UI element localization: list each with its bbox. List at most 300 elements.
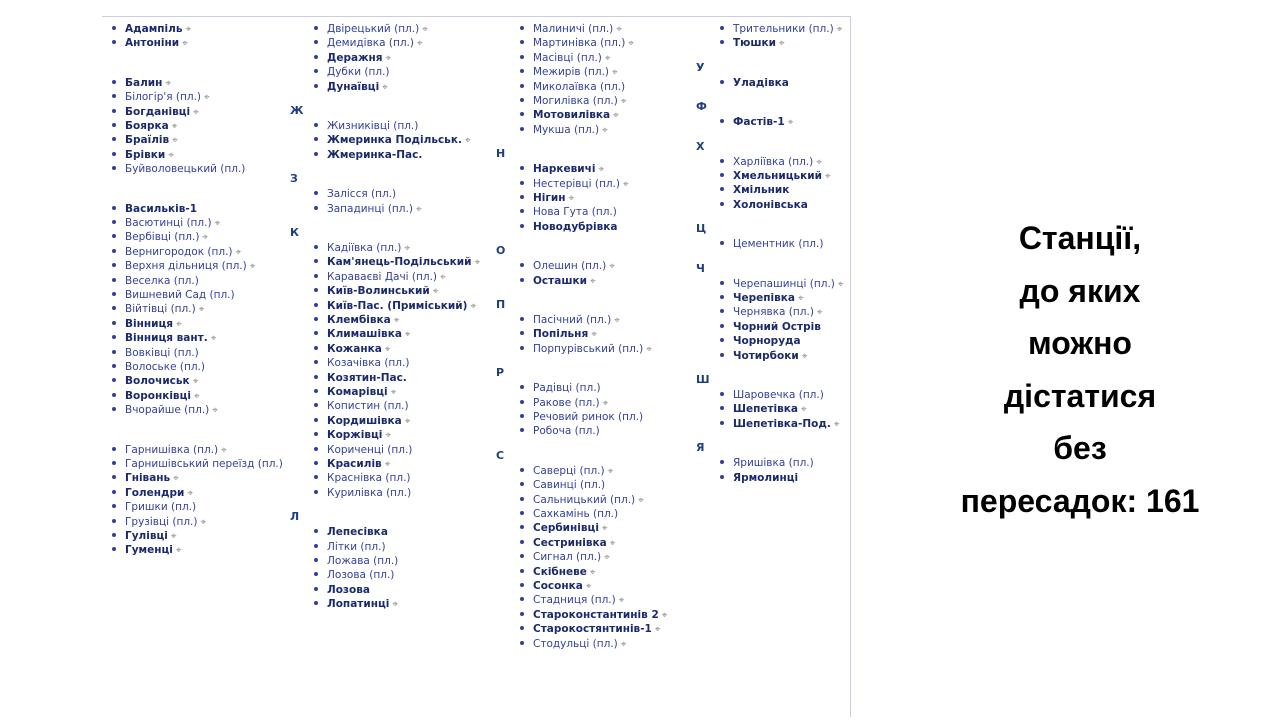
station-link[interactable]	[520, 65, 618, 80]
station-link[interactable]	[112, 543, 182, 558]
station-link[interactable]	[112, 346, 199, 360]
bullet-icon	[314, 55, 318, 59]
bullet-icon	[314, 245, 318, 249]
bullet-icon	[314, 331, 318, 335]
station-link[interactable]	[314, 356, 409, 370]
station-link[interactable]	[112, 133, 178, 148]
station-link[interactable]	[112, 457, 283, 471]
station-link[interactable]	[520, 507, 618, 521]
station-name: Ракове (пл.)	[533, 396, 600, 409]
bullet-icon	[520, 641, 524, 645]
station-link[interactable]	[520, 94, 627, 109]
crosshair-icon[interactable]: ⌖	[825, 171, 831, 182]
crosshair-icon[interactable]: ⌖	[628, 38, 634, 50]
crosshair-icon[interactable]: ⌖	[797, 293, 804, 304]
bullet-icon	[112, 109, 116, 113]
bullet-icon	[720, 241, 724, 245]
bullet-icon	[720, 40, 724, 44]
crosshair-icon[interactable]: ⌖	[604, 52, 611, 64]
bullet-icon	[112, 335, 116, 339]
crosshair-icon[interactable]: ⌖	[170, 531, 177, 542]
crosshair-icon[interactable]: ⌖	[613, 110, 619, 122]
station-name: Київ-Пас. (Приміський)	[327, 299, 468, 312]
crosshair-icon[interactable]: ⌖	[609, 537, 616, 549]
station-link[interactable]	[112, 288, 235, 302]
crosshair-icon[interactable]: ⌖	[585, 581, 592, 592]
crosshair-icon[interactable]: ⌖	[622, 178, 629, 190]
station-name: Климашівка	[327, 328, 402, 341]
bullet-icon	[112, 206, 116, 210]
station-link[interactable]	[520, 108, 619, 123]
crosshair-icon[interactable]: ⌖	[385, 52, 392, 64]
station-link[interactable]	[112, 119, 177, 134]
station-link[interactable]	[520, 177, 629, 192]
station-link[interactable]	[112, 500, 196, 514]
station-link[interactable]	[520, 327, 597, 342]
bullet-icon	[520, 317, 524, 321]
station-link[interactable]	[520, 493, 644, 508]
station-name: Цементник (пл.)	[733, 238, 824, 251]
crosshair-icon[interactable]: ⌖	[474, 257, 481, 269]
station-name: Літки (пл.)	[327, 540, 386, 553]
station-link[interactable]	[520, 259, 615, 274]
crosshair-icon[interactable]: ⌖	[661, 609, 668, 621]
crosshair-icon[interactable]: ⌖	[175, 545, 182, 557]
station-name: Кориченці (пл.)	[327, 443, 413, 456]
bullet-icon	[520, 414, 524, 418]
crosshair-icon[interactable]: ⌖	[404, 329, 411, 341]
station-link[interactable]	[112, 471, 179, 486]
station-link[interactable]	[720, 456, 814, 470]
station-link[interactable]	[520, 205, 617, 219]
station-link[interactable]	[314, 65, 390, 79]
station-link[interactable]	[720, 388, 824, 402]
crosshair-icon[interactable]: ⌖	[422, 24, 428, 35]
station-name: Яришівка (пл.)	[733, 457, 814, 470]
crosshair-icon[interactable]: ⌖	[607, 465, 614, 477]
station-name: Лепесівка	[327, 526, 388, 539]
station-link[interactable]	[112, 230, 208, 245]
crosshair-icon[interactable]: ⌖	[440, 271, 446, 283]
bullet-icon	[314, 529, 318, 533]
station-link[interactable]	[720, 237, 823, 251]
station-name: Сербинівці	[533, 522, 599, 535]
station-link[interactable]	[314, 36, 423, 51]
bullet-icon	[112, 40, 116, 44]
crosshair-icon[interactable]: ⌖	[384, 459, 391, 470]
bullet-icon	[520, 209, 524, 213]
crosshair-icon[interactable]: ⌖	[390, 387, 397, 398]
station-name: Васютинці (пл.)	[125, 217, 212, 229]
crosshair-icon[interactable]: ⌖	[185, 24, 192, 35]
station-link[interactable]	[314, 255, 480, 270]
station-link[interactable]	[314, 583, 370, 597]
station-name: Речовий ринок (пл.)	[533, 411, 644, 423]
station-link[interactable]	[112, 360, 205, 374]
station-name: Сальницький (пл.)	[533, 493, 636, 506]
station-name: Київ-Волинський	[327, 285, 430, 298]
station-link[interactable]	[314, 443, 412, 457]
bullet-icon	[520, 626, 524, 630]
bullet-icon	[112, 533, 116, 537]
station-link[interactable]	[520, 608, 667, 623]
station-link[interactable]	[720, 291, 804, 306]
bullet-icon	[112, 94, 116, 98]
bullet-icon	[720, 159, 724, 163]
station-link[interactable]	[112, 529, 177, 544]
station-link[interactable]	[314, 327, 411, 342]
crosshair-icon[interactable]: ⌖	[618, 595, 625, 607]
station-name: Воронківці	[125, 389, 191, 402]
station-link[interactable]	[112, 216, 220, 231]
station-link[interactable]	[112, 389, 200, 404]
crosshair-icon[interactable]: ⌖	[221, 444, 227, 456]
station-link[interactable]	[112, 403, 218, 418]
bullet-icon	[314, 360, 318, 364]
bullet-icon	[720, 119, 724, 123]
station-name: Копистин (пл.)	[327, 400, 409, 413]
station-link[interactable]	[314, 284, 438, 299]
station-link[interactable]	[314, 568, 394, 582]
station-name: Білогір'я (пл.)	[125, 91, 202, 104]
station-link[interactable]	[520, 381, 601, 395]
station-link[interactable]	[112, 259, 255, 274]
crosshair-icon[interactable]: ⌖	[182, 38, 188, 50]
crosshair-icon[interactable]: ⌖	[833, 418, 840, 430]
station-link[interactable]	[314, 119, 418, 133]
crosshair-icon[interactable]: ⌖	[470, 300, 477, 312]
station-name: Хмельницький	[733, 170, 823, 182]
station-link[interactable]	[720, 402, 807, 417]
station-link[interactable]	[314, 457, 390, 472]
crosshair-icon[interactable]: ⌖	[602, 397, 609, 409]
caption-line: можно	[1028, 325, 1132, 361]
station-name: Черепівка	[733, 292, 795, 304]
crosshair-icon[interactable]: ⌖	[382, 81, 388, 93]
crosshair-icon[interactable]: ⌖	[165, 77, 172, 89]
station-link[interactable]	[520, 410, 643, 424]
station-link[interactable]	[112, 105, 199, 120]
station-name: Сигнал (пл.)	[533, 551, 602, 564]
station-link[interactable]	[112, 36, 188, 51]
bullet-icon	[314, 288, 318, 292]
station-link[interactable]	[520, 123, 608, 138]
station-link[interactable]	[112, 76, 171, 91]
crosshair-icon[interactable]: ⌖	[198, 304, 205, 316]
crosshair-icon[interactable]: ⌖	[210, 333, 217, 345]
station-name: Чернявка (пл.)	[733, 306, 814, 319]
station-link[interactable]	[520, 80, 625, 94]
station-link[interactable]	[720, 183, 789, 197]
station-name: Комарівці	[327, 386, 388, 398]
station-link[interactable]	[112, 245, 241, 260]
crosshair-icon[interactable]: ⌖	[612, 67, 618, 79]
station-link[interactable]	[520, 36, 634, 51]
crosshair-icon[interactable]: ⌖	[616, 24, 622, 35]
crosshair-icon[interactable]: ⌖	[172, 135, 178, 147]
bullet-icon	[314, 137, 318, 141]
station-link[interactable]	[720, 349, 807, 364]
crosshair-icon[interactable]: ⌖	[837, 278, 844, 290]
crosshair-icon[interactable]: ⌖	[193, 390, 200, 402]
crosshair-icon[interactable]: ⌖	[609, 261, 615, 273]
bullet-icon	[520, 98, 524, 102]
station-link[interactable]	[314, 414, 410, 429]
station-link[interactable]	[520, 220, 618, 234]
crosshair-icon[interactable]: ⌖	[589, 566, 596, 578]
station-link[interactable]	[720, 115, 793, 130]
station-link[interactable]	[520, 51, 611, 66]
bullet-icon	[112, 447, 116, 451]
station-link[interactable]	[520, 342, 652, 357]
caption	[920, 212, 1240, 527]
crosshair-icon[interactable]: ⌖	[816, 156, 822, 168]
station-link[interactable]	[520, 622, 661, 637]
station-link[interactable]	[520, 637, 626, 652]
station-link[interactable]	[112, 90, 210, 105]
crosshair-icon[interactable]: ⌖	[638, 494, 644, 506]
station-link[interactable]	[720, 169, 831, 184]
station-name: Шепетівка-Под.	[733, 417, 831, 430]
crosshair-icon[interactable]: ⌖	[787, 117, 794, 129]
crosshair-icon[interactable]: ⌖	[385, 430, 392, 442]
bullet-icon	[520, 278, 524, 282]
crosshair-icon[interactable]: ⌖	[202, 232, 209, 244]
bullet-icon	[520, 400, 524, 404]
bullet-icon	[314, 558, 318, 562]
station-link[interactable]	[720, 76, 789, 90]
station-link[interactable]	[112, 302, 204, 317]
station-link[interactable]	[720, 305, 823, 320]
station-link[interactable]	[314, 202, 422, 217]
crosshair-icon[interactable]: ⌖	[235, 246, 242, 258]
station-link[interactable]	[112, 515, 206, 530]
bullet-icon	[720, 80, 724, 84]
station-link[interactable]	[520, 424, 600, 438]
crosshair-icon[interactable]: ⌖	[384, 343, 391, 355]
crosshair-icon[interactable]: ⌖	[168, 149, 174, 161]
station-link[interactable]	[314, 471, 411, 485]
bullet-icon	[112, 80, 116, 84]
bullet-icon	[314, 84, 318, 88]
station-name: Адампіль	[125, 23, 183, 35]
station-name: Вовківці (пл.)	[125, 346, 199, 359]
crosshair-icon[interactable]: ⌖	[598, 164, 605, 176]
bullet-icon	[112, 350, 116, 354]
station-link[interactable]	[720, 277, 844, 292]
bullet-icon	[720, 460, 724, 464]
station-name: Ярмолинці	[733, 471, 799, 484]
station-name: Попільня	[533, 328, 589, 341]
station-link[interactable]	[520, 478, 605, 492]
station-name: Вчорайше (пл.)	[125, 404, 210, 417]
crosshair-icon[interactable]: ⌖	[171, 121, 178, 132]
station-link[interactable]	[314, 187, 396, 201]
station-name: Гуменці	[125, 544, 173, 557]
station-link[interactable]	[314, 399, 409, 413]
crosshair-icon[interactable]: ⌖	[176, 318, 182, 330]
station-link[interactable]	[112, 317, 182, 332]
station-link[interactable]	[720, 36, 785, 51]
station-name: Залісся (пл.)	[327, 188, 397, 201]
station-link[interactable]	[314, 597, 398, 612]
station-link[interactable]	[314, 385, 396, 400]
bullet-icon	[720, 187, 724, 191]
station-link[interactable]	[314, 22, 428, 37]
station-link[interactable]	[720, 334, 801, 348]
station-link[interactable]	[112, 331, 216, 346]
station-link[interactable]	[314, 313, 399, 328]
station-link[interactable]	[112, 486, 193, 501]
crosshair-icon[interactable]: ⌖	[200, 516, 207, 528]
station-link[interactable]	[720, 155, 822, 170]
bullet-icon	[112, 137, 116, 141]
bullet-icon	[112, 490, 116, 494]
bullet-icon	[520, 497, 524, 501]
station-name: Голендри	[125, 486, 185, 499]
station-link[interactable]	[520, 162, 604, 177]
station-link[interactable]	[314, 51, 391, 66]
station-name: Вербівці (пл.)	[125, 231, 200, 244]
bullet-icon	[520, 346, 524, 350]
bullet-icon	[314, 418, 318, 422]
station-link[interactable]	[720, 22, 842, 37]
crosshair-icon[interactable]: ⌖	[620, 96, 627, 107]
bullet-icon	[314, 375, 318, 379]
station-link[interactable]	[112, 22, 191, 37]
crosshair-icon[interactable]: ⌖	[591, 329, 597, 341]
bullet-icon	[520, 69, 524, 73]
station-link[interactable]	[112, 162, 245, 176]
station-link[interactable]	[520, 313, 620, 328]
station-link[interactable]	[112, 202, 197, 216]
station-link[interactable]	[112, 443, 227, 458]
station-link[interactable]	[520, 396, 608, 411]
station-link[interactable]	[314, 342, 390, 357]
station-link[interactable]	[314, 486, 411, 500]
station-link[interactable]	[112, 374, 198, 389]
station-link[interactable]	[520, 536, 615, 551]
station-link[interactable]	[720, 417, 839, 432]
crosshair-icon[interactable]: ⌖	[432, 286, 439, 298]
bullet-icon	[112, 166, 116, 170]
station-link[interactable]	[720, 471, 798, 485]
station-link[interactable]	[520, 191, 574, 206]
bullet-icon	[520, 331, 524, 335]
crosshair-icon[interactable]: ⌖	[192, 376, 199, 388]
station-link[interactable]	[520, 274, 596, 289]
bullet-icon	[520, 181, 524, 185]
station-link[interactable]	[520, 464, 613, 479]
station-link[interactable]	[314, 554, 398, 568]
crosshair-icon[interactable]: ⌖	[404, 415, 411, 427]
station-link[interactable]	[520, 579, 591, 594]
crosshair-icon[interactable]: ⌖	[614, 315, 620, 326]
station-link[interactable]	[112, 274, 199, 288]
crosshair-icon[interactable]: ⌖	[654, 624, 661, 636]
station-link[interactable]	[112, 148, 174, 163]
station-name: Богданівці	[125, 105, 191, 118]
station-name: Вінниця вант.	[125, 332, 208, 345]
bullet-icon	[112, 234, 116, 238]
crosshair-icon[interactable]: ⌖	[602, 124, 608, 136]
station-link[interactable]	[314, 371, 407, 385]
crosshair-icon[interactable]: ⌖	[404, 243, 411, 254]
section-letter: Ф	[696, 100, 707, 114]
bullet-icon	[314, 69, 318, 73]
crosshair-icon[interactable]: ⌖	[589, 275, 596, 287]
bullet-icon	[520, 597, 524, 601]
station-link[interactable]	[314, 540, 386, 554]
bullet-icon	[112, 364, 116, 368]
crosshair-icon[interactable]: ⌖	[214, 218, 221, 229]
station-link[interactable]	[314, 299, 476, 314]
crosshair-icon[interactable]: ⌖	[173, 473, 179, 485]
bullet-icon	[520, 55, 524, 59]
crosshair-icon[interactable]: ⌖	[392, 599, 398, 611]
bullet-icon	[520, 583, 524, 587]
crosshair-icon[interactable]: ⌖	[415, 203, 422, 215]
crosshair-icon[interactable]: ⌖	[816, 307, 823, 319]
caption-line: дістатися	[1003, 377, 1157, 414]
crosshair-icon[interactable]: ⌖	[568, 193, 575, 204]
station-name: Стадниця (пл.)	[533, 594, 616, 607]
crosshair-icon[interactable]: ⌖	[779, 38, 785, 50]
station-name: Волочиськ	[125, 375, 190, 388]
crosshair-icon[interactable]: ⌖	[187, 487, 193, 499]
station-name: Нова Гута (пл.)	[533, 206, 617, 219]
bullet-icon	[112, 263, 116, 267]
station-link[interactable]	[314, 148, 422, 162]
crosshair-icon[interactable]: ⌖	[193, 106, 199, 118]
crosshair-icon[interactable]: ⌖	[393, 315, 400, 326]
station-name: Стодульці (пл.)	[533, 637, 618, 650]
station-link[interactable]	[520, 593, 624, 608]
bullet-icon	[112, 547, 116, 551]
crosshair-icon[interactable]: ⌖	[620, 638, 627, 650]
bullet-icon	[520, 112, 524, 116]
crosshair-icon[interactable]: ⌖	[417, 38, 423, 50]
crosshair-icon[interactable]: ⌖	[646, 343, 652, 355]
crosshair-icon[interactable]: ⌖	[212, 405, 218, 417]
bullet-icon	[520, 540, 524, 544]
station-link[interactable]	[720, 320, 821, 334]
crosshair-icon[interactable]: ⌖	[601, 523, 608, 535]
crosshair-icon[interactable]: ⌖	[464, 135, 471, 147]
station-link[interactable]	[314, 270, 446, 285]
station-link[interactable]	[314, 428, 391, 443]
station-link[interactable]	[520, 521, 608, 536]
crosshair-icon[interactable]: ⌖	[801, 350, 808, 362]
bullet-icon	[112, 278, 116, 282]
station-name: Красилів	[327, 458, 382, 470]
crosshair-icon[interactable]: ⌖	[249, 261, 256, 273]
station-link[interactable]	[720, 198, 808, 212]
station-link[interactable]	[314, 80, 388, 95]
crosshair-icon[interactable]: ⌖	[604, 552, 610, 564]
station-link[interactable]	[520, 550, 610, 565]
crosshair-icon[interactable]: ⌖	[204, 92, 210, 104]
station-link[interactable]	[520, 565, 596, 580]
station-link[interactable]	[520, 22, 622, 37]
station-link[interactable]	[314, 133, 471, 148]
bullet-icon	[112, 152, 116, 156]
station-link[interactable]	[314, 525, 388, 539]
bullet-icon	[520, 40, 524, 44]
station-link[interactable]	[314, 241, 410, 256]
crosshair-icon[interactable]: ⌖	[801, 404, 807, 416]
crosshair-icon[interactable]: ⌖	[836, 24, 843, 35]
